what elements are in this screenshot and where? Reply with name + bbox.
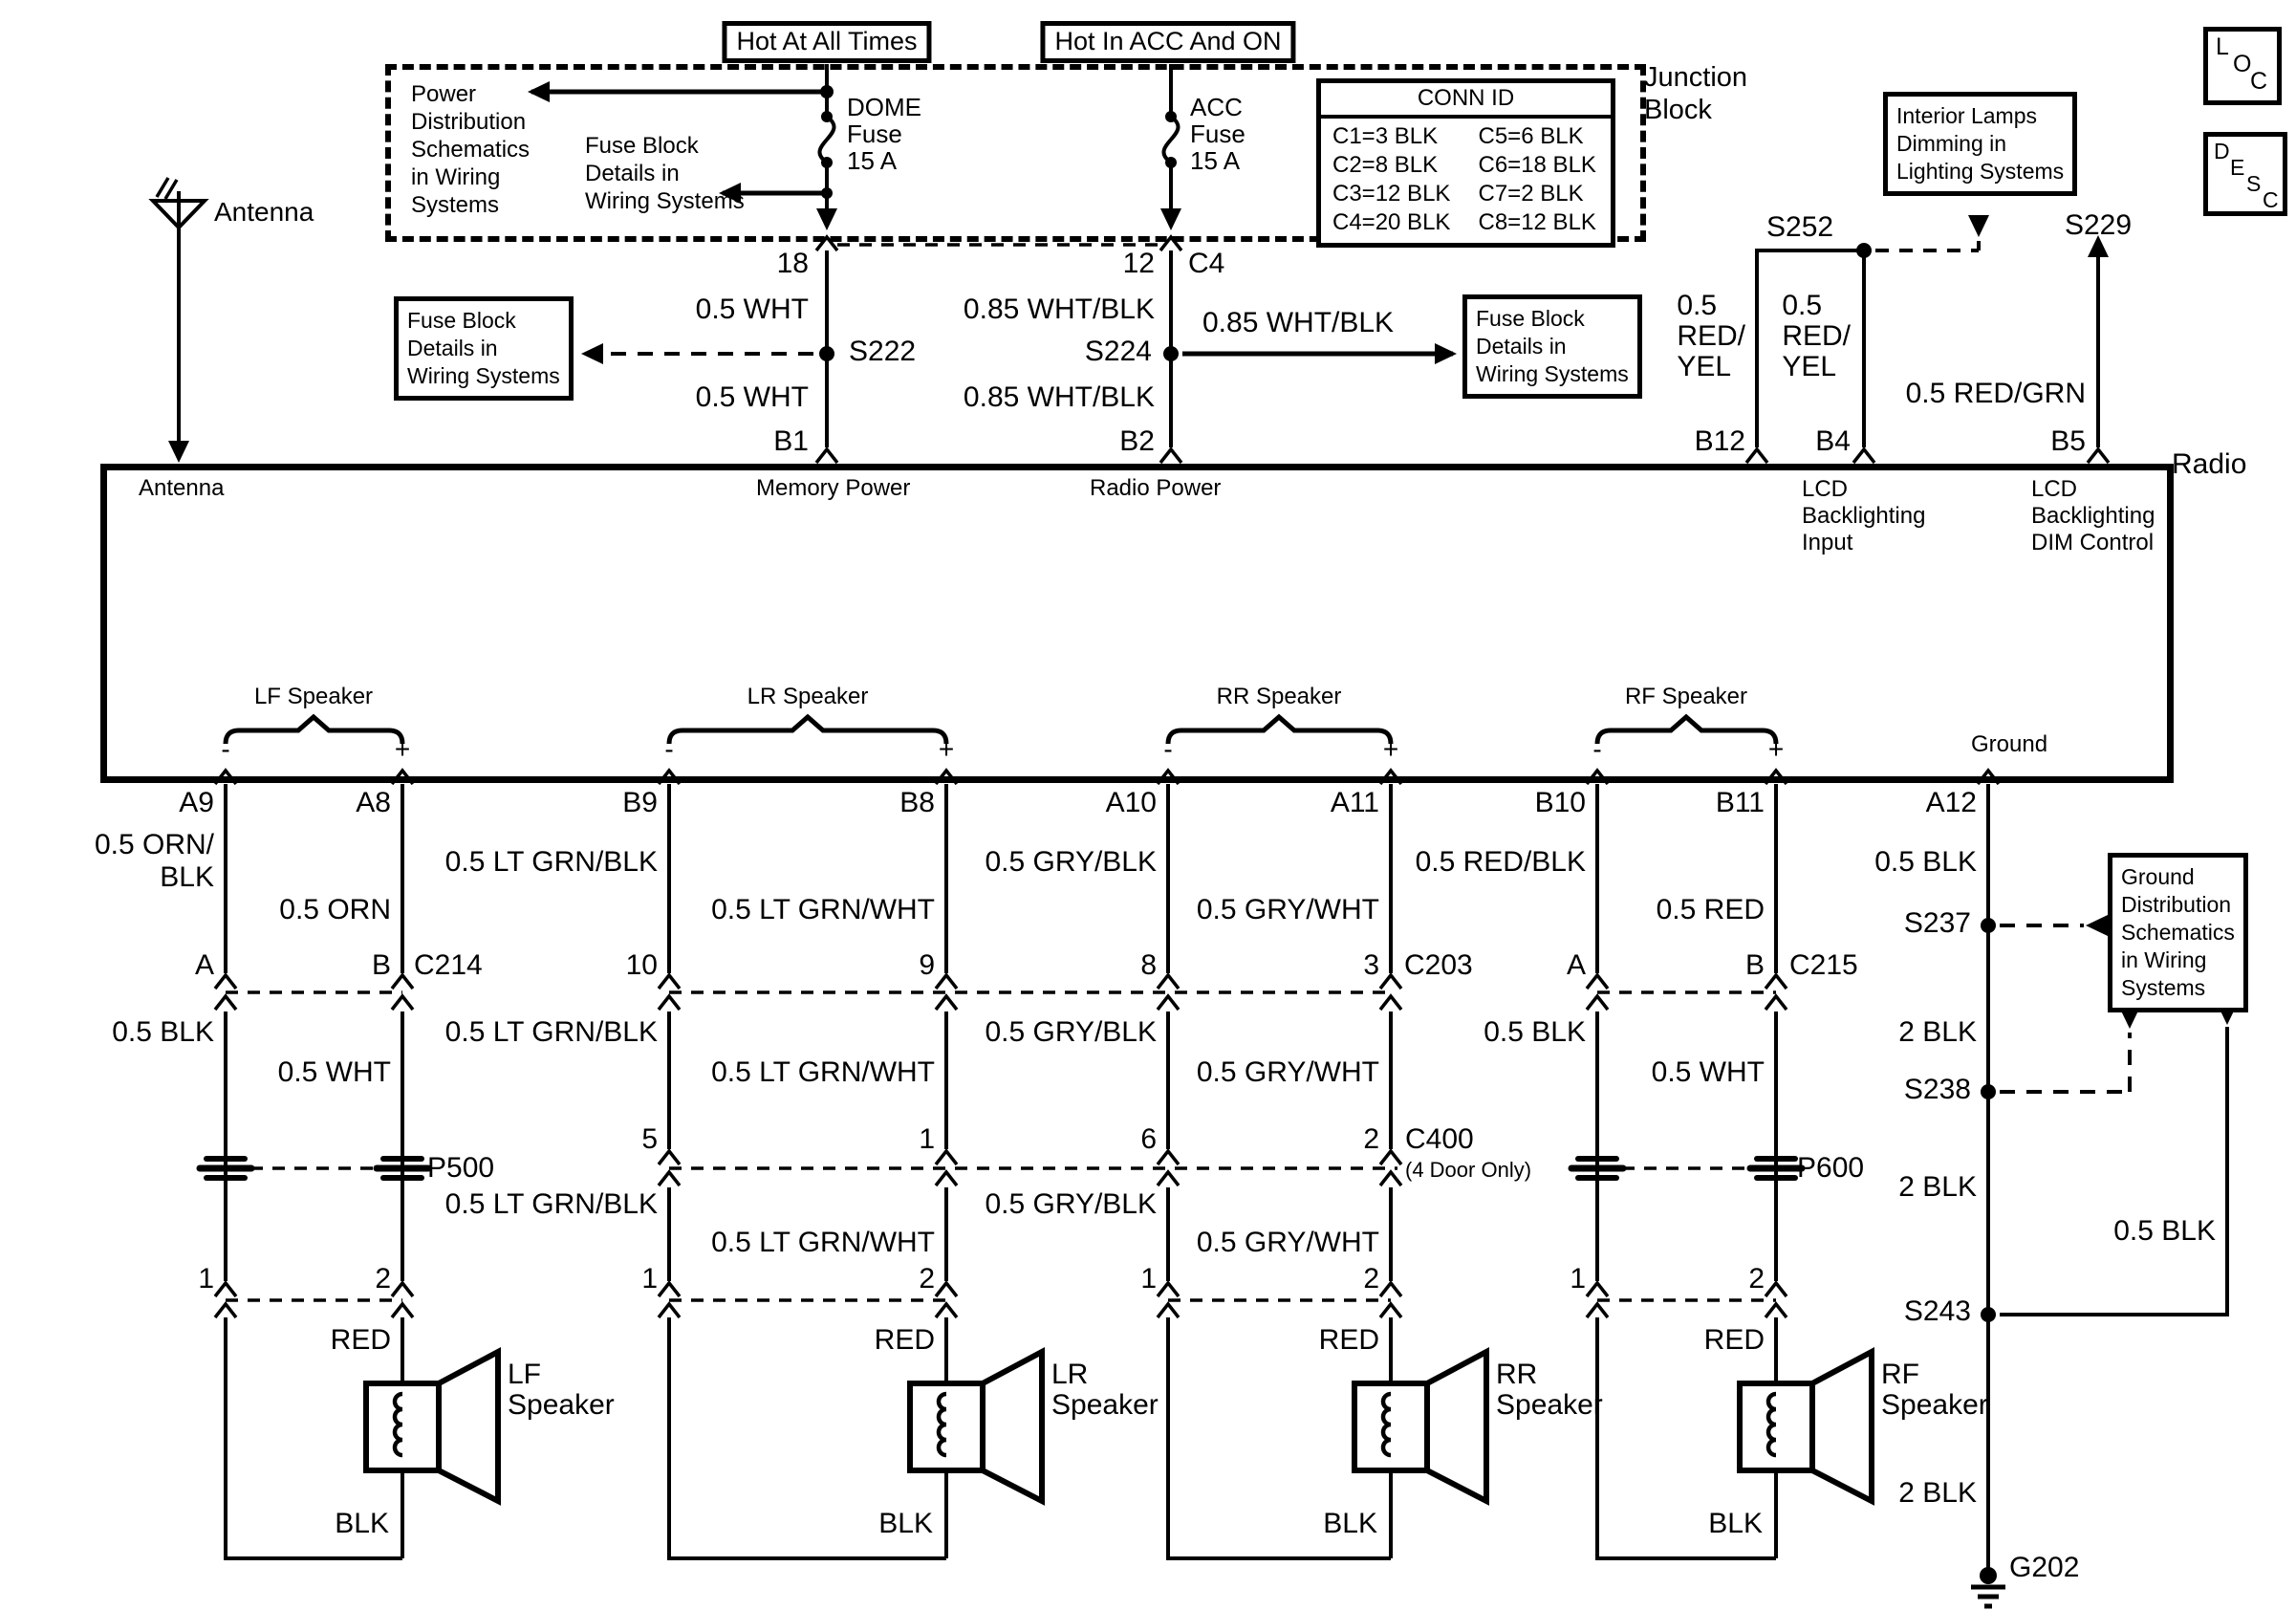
- connector-pin-label: 1: [198, 1263, 214, 1295]
- conn-id-cell: C1=3 BLK: [1332, 123, 1439, 149]
- connector-pin-label: 2: [375, 1263, 391, 1295]
- pin-label: B2: [1119, 425, 1155, 457]
- wire-label: 0.5 GRY/BLK: [985, 846, 1157, 878]
- connector-pin-label: 8: [1140, 949, 1157, 981]
- antenna-icon: [153, 178, 205, 463]
- wire-label: 0.5 RED: [1656, 894, 1765, 925]
- splice-label: S222: [849, 336, 917, 367]
- wire-label: 0.5 BLK: [112, 1016, 214, 1048]
- wire-label: 0.5 WHT: [277, 1056, 391, 1088]
- wire-label: RED: [1318, 1324, 1379, 1356]
- wire-label: 0.5 LT GRN/WHT: [711, 1056, 935, 1088]
- connector-label: C214: [414, 949, 483, 981]
- connector-pin-label: 3: [1363, 949, 1379, 981]
- wire-label: 0.5 LT GRN/WHT: [711, 894, 935, 925]
- connector-pin-label: 2: [919, 1263, 935, 1295]
- pin-label: B12: [1694, 425, 1745, 457]
- conn-id-cell: C3=12 BLK: [1332, 181, 1451, 207]
- speaker-name: LR Speaker: [1051, 1359, 1159, 1421]
- wire-label: 0.5 LT GRN/BLK: [444, 1016, 658, 1048]
- wire-label: 0.5 WHT: [1651, 1056, 1765, 1088]
- speaker-name: LF Speaker: [508, 1359, 615, 1421]
- connector-pin-label: B: [1744, 949, 1765, 981]
- junction-block-title: Junction Block: [1644, 62, 1748, 125]
- conn-id-cell: C8=12 BLK: [1478, 209, 1596, 235]
- radio-port-label: Ground: [1971, 731, 2048, 757]
- wire-label: BLK: [1708, 1508, 1763, 1539]
- pin-label: A12: [1925, 787, 1977, 818]
- ground-label: G202: [2009, 1552, 2080, 1583]
- power-splices: [581, 343, 1457, 364]
- pin-label: B11: [1715, 787, 1765, 818]
- pin-label: B5: [2050, 425, 2086, 457]
- radio-port-label: LCD Backlighting Input: [1802, 476, 1926, 555]
- polarity-label: -: [1163, 734, 1173, 764]
- conn-id-cell: C2=8 BLK: [1332, 152, 1439, 178]
- wire-label: BLK: [160, 861, 214, 893]
- connector-pin-label: 10: [625, 949, 658, 981]
- splice-label: S224: [1084, 336, 1152, 367]
- wire-label: 0.5 BLK: [1484, 1016, 1586, 1048]
- wire-label: 0.5 RED/ YEL: [1677, 290, 1745, 382]
- wire-label: 0.5 GRY/WHT: [1196, 1227, 1379, 1258]
- wire-label: 0.5 WHT: [695, 294, 809, 325]
- wire-label: 0.85 WHT/BLK: [1202, 307, 1395, 338]
- ground-distribution-ref-box: Ground Distribution Schematics in Wiring Systems: [2108, 853, 2248, 1012]
- conn-id-table: [1316, 78, 1615, 248]
- conn-id-cell: C7=2 BLK: [1478, 181, 1584, 207]
- fuse-block-ref-box: Fuse Block Details in Wiring Systems: [394, 296, 574, 401]
- radio-title: Radio: [2172, 448, 2247, 480]
- wire-label: 0.5 ORN: [279, 894, 391, 925]
- pin-label: A9: [179, 787, 214, 818]
- polarity-label: -: [221, 734, 230, 764]
- connector-note: (4 Door Only): [1405, 1158, 1532, 1182]
- pin-label: B10: [1534, 787, 1586, 818]
- wire-label: 0.5 LT GRN/BLK: [444, 846, 658, 878]
- connector-pin-label: 2: [1363, 1123, 1379, 1155]
- wire-label: 0.5 GRY/WHT: [1196, 894, 1379, 925]
- wire-label: BLK: [335, 1508, 389, 1539]
- splice-label: S229: [2064, 209, 2133, 241]
- wire-label: 0.5 GRY/BLK: [985, 1188, 1157, 1220]
- connector-pin-label: A: [194, 949, 214, 981]
- radio-port-label: Radio Power: [1090, 475, 1222, 501]
- connector-pin-label: B: [371, 949, 391, 981]
- wire-label: RED: [330, 1324, 391, 1356]
- speaker-name: RR Speaker: [1496, 1359, 1603, 1421]
- splice-label: S243: [1903, 1295, 1971, 1327]
- connector-pin-label: 5: [641, 1123, 658, 1155]
- polarity-label: +: [938, 734, 955, 764]
- connector-pin-label: 2: [1748, 1263, 1765, 1295]
- speaker-group-label: LF Speaker: [253, 684, 374, 709]
- acc-fuse-label: ACC Fuse 15 A: [1190, 93, 1245, 175]
- conn-id-cell: C6=18 BLK: [1478, 152, 1596, 178]
- wire-label: 0.5 ORN/: [94, 829, 214, 860]
- wire-label: 0.5 RED/BLK: [1415, 846, 1586, 878]
- polarity-label: +: [394, 734, 411, 764]
- radio-port-label: Memory Power: [756, 475, 911, 501]
- connector-label: C4: [1188, 248, 1225, 279]
- hot-at-all-times-tag: Hot At All Times: [722, 21, 931, 63]
- wire-label: 0.5 LT GRN/BLK: [444, 1188, 658, 1220]
- desc-icon: D E S C: [2203, 132, 2287, 216]
- wire-label: 0.5 BLK: [2113, 1215, 2216, 1247]
- radio-port-label: LCD Backlighting DIM Control: [2031, 476, 2155, 555]
- pin-label: 18: [776, 248, 809, 279]
- conn-id-title: CONN ID: [1321, 83, 1611, 119]
- polarity-label: -: [1592, 734, 1602, 764]
- wire-label: BLK: [878, 1508, 933, 1539]
- connector-pin-label: 1: [1140, 1263, 1157, 1295]
- wire-label: 2 BLK: [1898, 1016, 1977, 1048]
- pin-label: A8: [356, 787, 391, 818]
- pin-label: B8: [899, 787, 935, 818]
- power-distribution-note: Power Distribution Schematics in Wiring Systems: [411, 81, 531, 218]
- pin-label: B1: [773, 425, 809, 457]
- hot-in-acc-tag: Hot In ACC And ON: [1040, 21, 1295, 63]
- antenna-label: Antenna: [214, 197, 314, 227]
- pin-label: B9: [622, 787, 658, 818]
- wire-label: BLK: [1323, 1508, 1377, 1539]
- pin-label: B4: [1815, 425, 1851, 457]
- wire-label: 2 BLK: [1898, 1171, 1977, 1203]
- wire-label: 2 BLK: [1898, 1477, 1977, 1509]
- wire-label: 0.85 WHT/BLK: [963, 381, 1155, 413]
- fuse-block-ref-box: Fuse Block Details in Wiring Systems: [1462, 294, 1642, 399]
- pin-label: A11: [1330, 787, 1379, 818]
- connector-pin-label: 1: [919, 1123, 935, 1155]
- splice-label: S252: [1766, 211, 1834, 243]
- polarity-label: -: [664, 734, 674, 764]
- wire-label: 0.85 WHT/BLK: [963, 294, 1155, 325]
- wire-label: 0.5 RED/ YEL: [1782, 290, 1851, 382]
- polarity-label: +: [1382, 734, 1399, 764]
- speaker-name: RF Speaker: [1881, 1359, 1988, 1421]
- splice-label: S238: [1903, 1074, 1971, 1105]
- splice-label: S237: [1903, 907, 1971, 939]
- connector-pin-label: 1: [641, 1263, 658, 1295]
- connector-pin-label: 6: [1140, 1123, 1157, 1155]
- connector-pin-label: 2: [1363, 1263, 1379, 1295]
- wire-label: 0.5 LT GRN/WHT: [711, 1227, 935, 1258]
- wire-label: 0.5 RED/GRN: [1905, 378, 2086, 409]
- wire-label: 0.5 GRY/BLK: [985, 1016, 1157, 1048]
- connector-pin-label: 1: [1570, 1263, 1586, 1295]
- grommet-label: P600: [1797, 1152, 1865, 1184]
- fuse-block-note: Fuse Block Details in Wiring Systems: [585, 133, 745, 214]
- speaker-group-label: RR Speaker: [1216, 684, 1342, 709]
- conn-id-cell: C5=6 BLK: [1478, 123, 1584, 149]
- dome-fuse-label: DOME Fuse 15 A: [847, 93, 921, 175]
- connector-label: C400: [1405, 1123, 1474, 1155]
- connector-pin-label: A: [1566, 949, 1586, 981]
- interior-lamps-ref-box: Interior Lamps Dimming in Lighting Systems: [1883, 92, 2077, 196]
- conn-id-cell: C4=20 BLK: [1332, 209, 1451, 235]
- connector-label: C203: [1404, 949, 1473, 981]
- grommet-label: P500: [427, 1152, 495, 1184]
- wire-label: 0.5 GRY/WHT: [1196, 1056, 1379, 1088]
- connector-label: C215: [1789, 949, 1858, 981]
- polarity-label: +: [1767, 734, 1785, 764]
- wire-label: RED: [1703, 1324, 1765, 1356]
- pin-label: A10: [1105, 787, 1157, 818]
- wire-label: RED: [874, 1324, 935, 1356]
- speaker-group-label: LR Speaker: [747, 684, 869, 709]
- connector-pin-label: 9: [919, 949, 935, 981]
- loc-icon: L O C: [2203, 27, 2282, 105]
- speaker-group-label: RF Speaker: [1624, 684, 1748, 709]
- pin-label: 12: [1122, 248, 1155, 279]
- wire-label: 0.5 WHT: [695, 381, 809, 413]
- wire-label: 0.5 BLK: [1874, 846, 1977, 878]
- radio-port-label: Antenna: [139, 475, 225, 501]
